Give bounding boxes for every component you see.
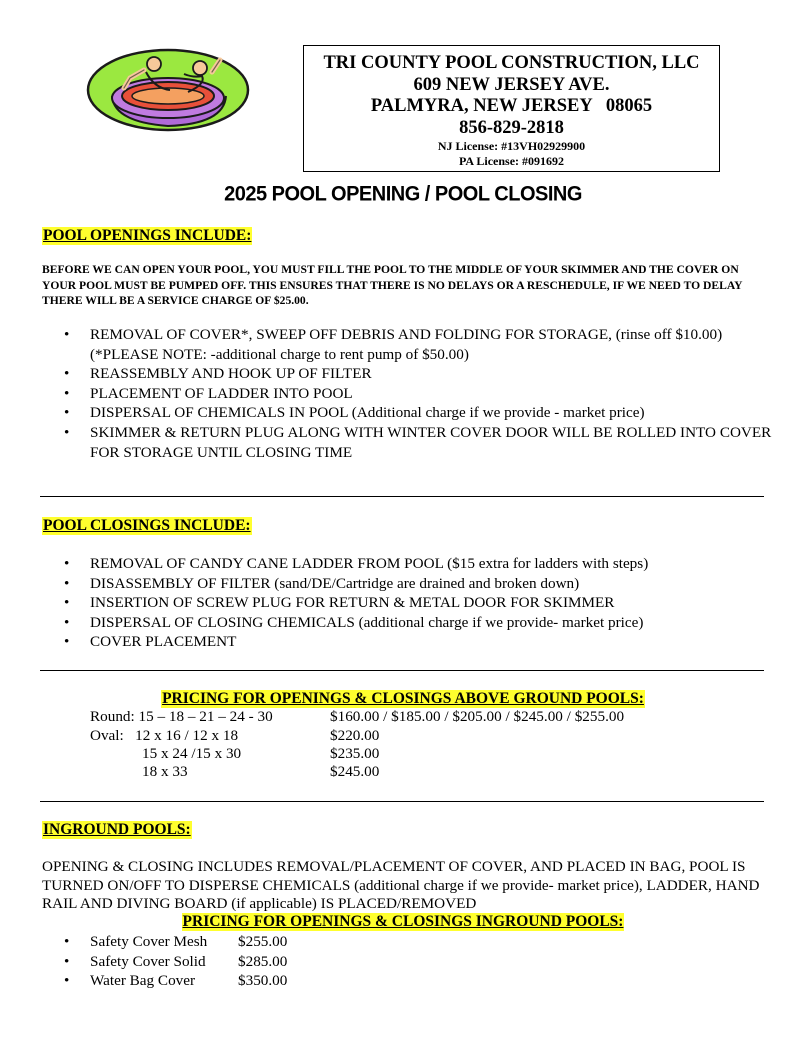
divider xyxy=(40,670,764,671)
page-title: 2025 POOL OPENING / POOL CLOSING xyxy=(224,182,582,206)
oval-price-2: $235.00 xyxy=(330,745,380,762)
list-item: • DISASSEMBLY OF FILTER (sand/DE/Cartridge are drained and broken down) xyxy=(42,574,772,594)
pa-license: PA License: #091692 xyxy=(458,154,565,168)
cover-type: Safety Cover Mesh xyxy=(90,933,208,950)
list-item: • PLACEMENT OF LADDER INTO POOL xyxy=(42,384,772,404)
list-item: • INSERTION OF SCREW PLUG FOR RETURN & METAL DOOR FOR SKIMMER xyxy=(42,593,772,613)
company-phone: 856-829-2818 xyxy=(459,117,564,138)
openings-heading: POOL OPENINGS INCLUDE: xyxy=(43,227,252,244)
bullet-icon: • xyxy=(64,952,70,970)
inground-heading-wrap xyxy=(42,821,192,839)
openings-list xyxy=(42,325,772,462)
inground-description: OPENING & CLOSING INCLUDES REMOVAL/PLACEMENT OF COVER, AND PLACED IN BAG, POOL IS TURNED ON/OFF TO DISPERSE CHEMICALS (additional charge if we provide- market price), LADDER, HAND RAIL AND DIVING BOARD (if applicable) IS PLACED/REMOVED xyxy=(42,858,760,913)
oval-price-3: $245.00 xyxy=(330,763,380,780)
list-item: • DISPERSAL OF CLOSING CHEMICALS (additional charge if we provide- market price) xyxy=(42,613,772,633)
company-header xyxy=(303,45,720,172)
list-item: • REASSEMBLY AND HOOK UP OF FILTER xyxy=(42,364,772,384)
inground-pricing-heading-wrap xyxy=(0,913,806,931)
oval-price-1: $220.00 xyxy=(330,727,380,744)
divider xyxy=(40,801,764,802)
cover-price: $285.00 xyxy=(238,952,288,970)
above-ground-heading: PRICING FOR OPENINGS & CLOSINGS ABOVE GROUND POOLS: xyxy=(162,690,644,707)
inground-pricing-heading: PRICING FOR OPENINGS & CLOSINGS INGROUND POOLS: xyxy=(182,913,624,930)
cover-price: $350.00 xyxy=(238,972,288,990)
company-address: 609 NEW JERSEY AVE. xyxy=(413,74,610,95)
openings-heading-wrap xyxy=(42,227,252,245)
cover-type: Water Bag Cover xyxy=(90,972,196,990)
oval-sizes-1: Oval: 12 x 16 / 12 x 18 xyxy=(90,727,239,744)
closings-heading: POOL CLOSINGS INCLUDE: xyxy=(43,517,251,534)
list-item: • REMOVAL OF CANDY CANE LADDER FROM POOL ($15 extra for ladders with steps) xyxy=(42,554,772,574)
cover-type: Safety Cover Solid xyxy=(90,952,206,970)
company-name: TRI COUNTY POOL CONSTRUCTION, LLC xyxy=(323,53,700,73)
closings-list xyxy=(42,554,772,652)
list-item: • COVER PLACEMENT xyxy=(42,632,772,652)
nj-license: NJ License: #13VH02929900 xyxy=(437,139,586,153)
bullet-icon: • xyxy=(64,972,70,990)
cover-price: $255.00 xyxy=(238,933,288,950)
list-item: • SKIMMER & RETURN PLUG ALONG WITH WINTER COVER DOOR WILL BE ROLLED INTO COVER FOR STORAGE UNTIL CLOSING TIME xyxy=(42,423,772,462)
opening-notice: BEFORE WE CAN OPEN YOUR POOL, YOU MUST FILL THE POOL TO THE MIDDLE OF YOUR SKIMMER AND THE COVER ON YOUR POOL MUST BE PUMPED OFF. THIS ENSURES THAT THERE IS NO DELAYS OR A RESCHEDULE, IF WE NEED TO DELAY THERE WILL BE A SERVICE CHARGE OF $25.00. xyxy=(42,263,743,307)
divider xyxy=(40,496,764,497)
bullet-icon: • xyxy=(64,933,70,950)
inground-heading: INGROUND POOLS: xyxy=(43,821,191,838)
closings-heading-wrap xyxy=(42,517,252,535)
above-ground-heading-wrap xyxy=(0,690,806,708)
oval-sizes-2: 15 x 24 /15 x 30 xyxy=(142,745,242,762)
oval-sizes-3: 18 x 33 xyxy=(142,763,188,780)
pool-logo xyxy=(84,44,252,136)
company-city: PALMYRA, NEW JERSEY 08065 xyxy=(370,96,653,116)
list-item: • DISPERSAL OF CHEMICALS IN POOL (Additional charge if we provide - market price) xyxy=(42,403,772,423)
list-item: • REMOVAL OF COVER*, SWEEP OFF DEBRIS AND FOLDING FOR STORAGE, (rinse off $10.00) (*PLEASE NOTE: -additional charge to rent pump of $50.00) xyxy=(42,325,772,364)
round-prices: $160.00 / $185.00 / $205.00 / $245.00 / $255.00 xyxy=(330,708,625,725)
round-sizes: Round: 15 – 18 – 21 – 24 - 30 xyxy=(90,708,273,725)
